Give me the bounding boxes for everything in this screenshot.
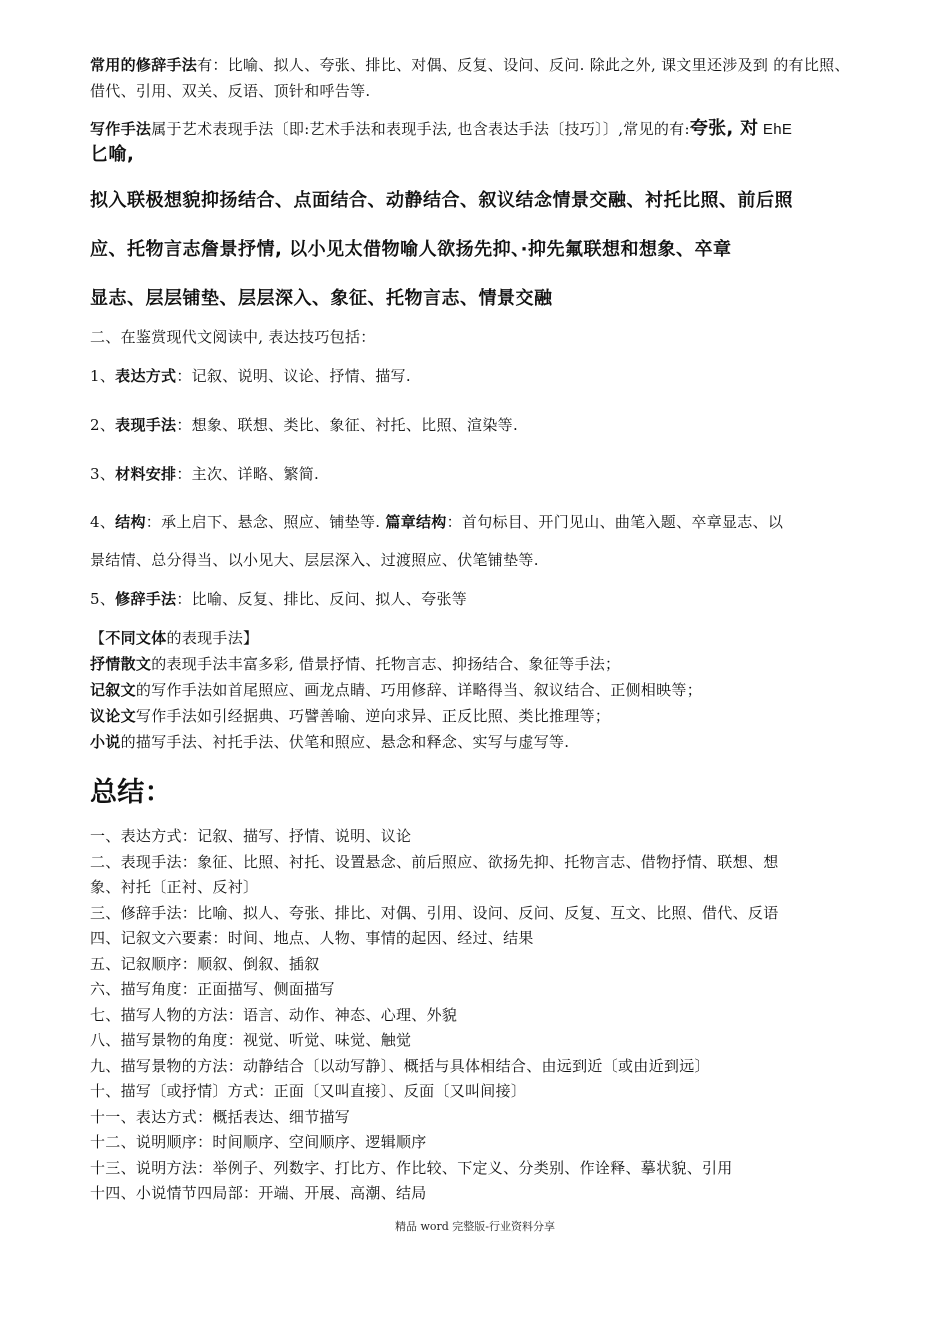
genre-term: 小说 [90, 733, 121, 751]
genres-heading [90, 625, 865, 651]
skill-text: ：主次、详略、繁简. [176, 465, 320, 483]
skill-number: 4、 [90, 513, 116, 531]
skill-number: 1、 [90, 367, 116, 385]
rhetoric-text: 有：比喻、拟人、夸张、排比、对偶、反复、设问、反问. 除此之外, 课文里还涉及到 的有比照、借代、引用、双关、反语、顶针和呼告等. [90, 56, 850, 100]
summary-item: 三、修辞手法：比喻、拟人、夸张、排比、对偶、引用、设问、反问、反复、互文、比照、借代、反语 [90, 904, 779, 922]
skill-item [90, 509, 865, 535]
summary-item: 七、描写人物的方法：语言、动作、神态、心理、外貌 [90, 1006, 458, 1024]
skill-item-continuation: 景结情、总分得当、以小见大、层层深入、过渡照应、伏笔铺垫等. [90, 551, 539, 569]
summary-item: 十二、说明顺序：时间顺序、空间顺序、逻辑顺序 [90, 1133, 427, 1151]
writing-technique-paragraph [90, 116, 865, 143]
genre-term: 议论文 [90, 707, 136, 725]
genre-item [90, 703, 865, 729]
summary-item: 十三、说明方法：举例子、列数字、打比方、作比较、下定义、分类别、作诠释、摹状貌、引用 [90, 1159, 733, 1177]
summary-item: 九、描写景物的方法：动静结合〔以动写静〕、概括与具体相结合、由远到近〔或由近到远〕 [90, 1057, 710, 1075]
genre-text: 的描写手法、衬托手法、伏笔和照应、悬念和释念、实写与虚写等. [120, 733, 570, 751]
skill-item [90, 412, 865, 438]
summary-title: 总结： [90, 777, 172, 808]
skill-term: 表达方式 [115, 367, 177, 385]
genre-text: 写作手法如引经据典、巧譬善喻、逆向求异、正反比照、类比推理等； [135, 707, 611, 725]
summary-item: 象、衬托〔正衬、反衬〕 [90, 878, 259, 896]
genre-term: 记叙文 [90, 681, 136, 699]
skill-term: 材料安排 [115, 465, 177, 483]
summary-item: 五、记叙顺序：顺叙、倒叙、插叙 [90, 955, 320, 973]
skill-text: ：记叙、说明、议论、抒情、描写. [176, 367, 411, 385]
skill-text: ：承上启下、悬念、照应、铺垫等. [145, 513, 386, 531]
writing-technique-term: 写作手法 [90, 120, 152, 138]
writing-technique-line2: 匕喻, [90, 144, 135, 165]
section2-intro: 二、在鉴赏现代文阅读中, 表达技巧包括： [90, 328, 376, 346]
skill-item [90, 586, 865, 612]
skill-number: 3、 [90, 465, 116, 483]
genre-item [90, 677, 865, 703]
genres-heading-term: 不同文体 [105, 629, 167, 647]
skill-number: 2、 [90, 416, 116, 434]
skill-term: 修辞手法 [115, 590, 177, 608]
genres-heading-bracket: 【 [90, 629, 106, 647]
genres-heading-rest: 的表现手法】 [166, 629, 259, 647]
skill-term: 结构 [115, 513, 146, 531]
rhetoric-term: 常用的修辞手法 [90, 56, 198, 74]
summary-item: 二、表现手法：象征、比照、衬托、设置悬念、前后照应、欲扬先抑、托物言志、借物抒情、联想、想 [90, 853, 779, 871]
writing-technique-bold-tail: 夸张, 对 [689, 118, 759, 139]
summary-item: 十、描写〔或抒情〕方式：正面〔又叫直接〕、反面〔又叫间接〕 [90, 1082, 527, 1100]
skill-item [90, 363, 865, 389]
writing-technique-text: 属于艺术表现手法〔即:艺术手法和表现手法, 也含表达手法〔技巧〕〕,常见的有: [151, 120, 690, 138]
skill-text-secondary: ：首句标目、开门见山、曲笔入题、卒章显志、以 [446, 513, 784, 531]
skill-item [90, 461, 865, 487]
genre-term: 抒情散文 [90, 655, 152, 673]
genre-item [90, 651, 865, 677]
summary-item: 八、描写景物的角度：视觉、听觉、味觉、触觉 [90, 1031, 412, 1049]
skill-text: ：比喻、反复、排比、反问、拟人、夸张等 [176, 590, 468, 608]
page-footer: 精品 word 完整版-行业资料分享 [394, 1220, 556, 1233]
skill-number: 5、 [90, 590, 116, 608]
summary-item: 十四、小说情节四局部：开端、开展、高潮、结局 [90, 1184, 427, 1202]
skill-term: 表现手法 [115, 416, 177, 434]
technique-bold-line: 拟入联极想貌抑扬结合、点面结合、动静结合、叙议结念情景交融、衬托比照、前后照 [90, 190, 793, 211]
skill-text: ：想象、联想、类比、象征、衬托、比照、渲染等. [176, 416, 519, 434]
skill-term-secondary: 篇章结构 [385, 513, 447, 531]
genre-item [90, 729, 865, 755]
summary-item: 四、记叙文六要素：时间、地点、人物、事情的起因、经过、结果 [90, 929, 534, 947]
summary-item: 一、表达方式：记叙、描写、抒情、说明、议论 [90, 827, 412, 845]
rhetoric-paragraph [90, 52, 865, 104]
writing-technique-latin-tail: EhE [758, 121, 793, 138]
summary-item: 六、描写角度：正面描写、侧面描写 [90, 980, 335, 998]
summary-item: 十一、表达方式：概括表达、细节描写 [90, 1108, 351, 1126]
technique-bold-line: 显志、层层铺垫、层层深入、象征、托物言志、情景交融 [90, 288, 553, 309]
technique-bold-line: 应、托物言志詹景抒情, 以小见太借物喻人欲扬先抑、·抑先氟联想和想象、卒章 [90, 239, 732, 260]
genre-text: 的写作手法如首尾照应、画龙点睛、巧用修辞、详略得当、叙议结合、正侧相映等； [135, 681, 703, 699]
genre-text: 的表现手法丰富多彩, 借景抒情、托物言志、抑扬结合、象征等手法； [151, 655, 621, 673]
